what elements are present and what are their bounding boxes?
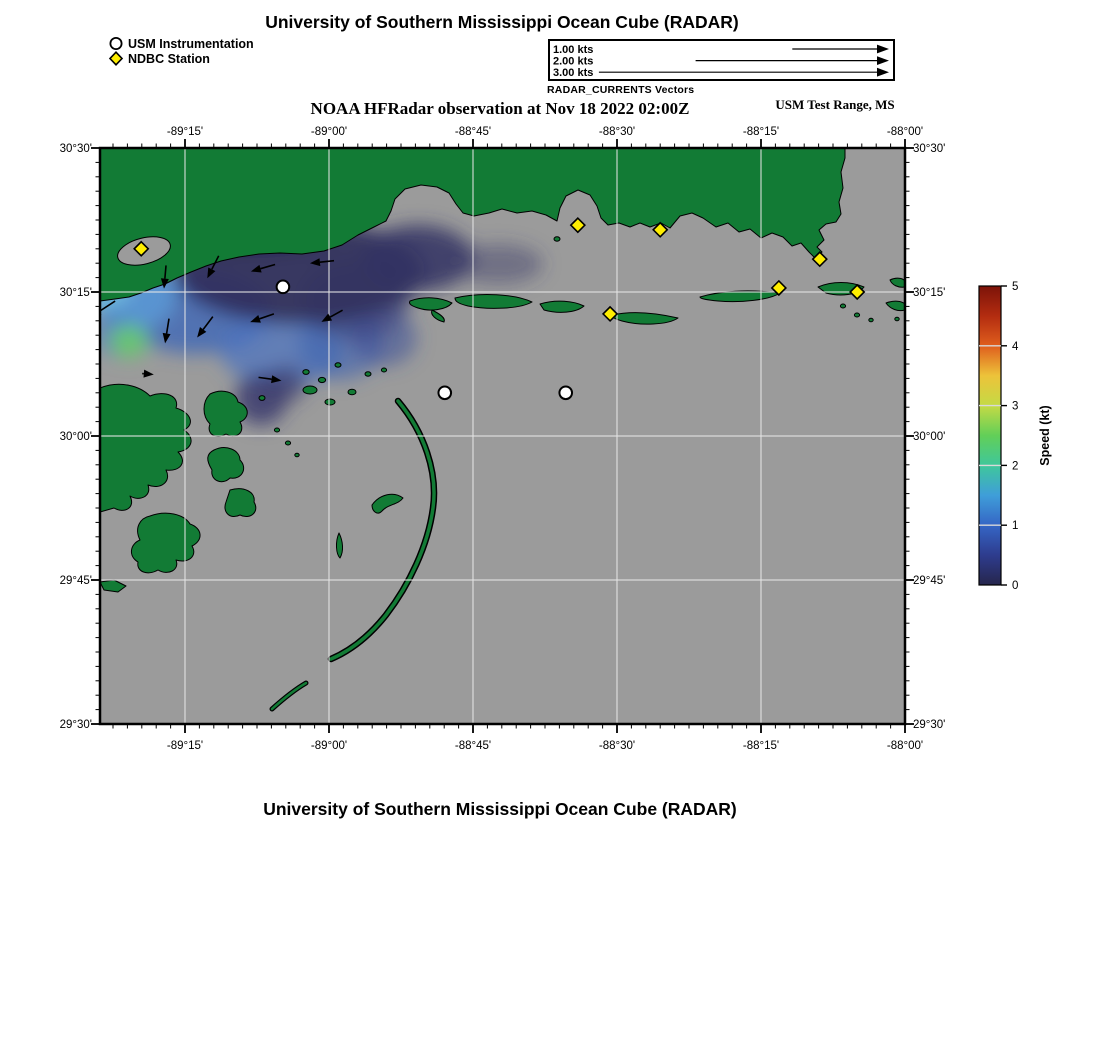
y-axis-label-right: 29°45' xyxy=(913,575,946,587)
x-axis-label-bottom: -88°15' xyxy=(742,740,780,752)
islet xyxy=(869,318,873,322)
islet xyxy=(285,441,290,445)
islet xyxy=(274,428,279,432)
colorbar-tick-label: 3 xyxy=(1012,400,1019,413)
islet xyxy=(318,377,325,382)
page-title: University of Southern Mississippi Ocean Cube (RADAR) xyxy=(265,12,739,32)
x-axis-label-top: -88°00' xyxy=(886,126,924,138)
y-axis-label-right: 30°30' xyxy=(913,143,946,155)
islet xyxy=(365,372,371,376)
speed-field-blob xyxy=(266,366,306,402)
region-label: USM Test Range, MS xyxy=(775,97,895,112)
x-axis-label-bottom: -89°00' xyxy=(310,740,348,752)
x-axis-label-bottom: -88°30' xyxy=(598,740,636,752)
x-axis-label-bottom: -88°45' xyxy=(454,740,492,752)
vector-scale-label: 3.00 kts xyxy=(553,67,594,79)
islet xyxy=(325,399,335,405)
colorbar-tick-label: 2 xyxy=(1012,460,1019,473)
x-axis-label-bottom: -88°00' xyxy=(886,740,924,752)
vector-scale-label: 2.00 kts xyxy=(553,55,594,68)
legend-label-ndbc: NDBC Station xyxy=(128,51,210,66)
marsh-islands xyxy=(225,489,256,517)
y-axis-label-right: 30°00' xyxy=(913,431,946,443)
islet xyxy=(895,317,899,321)
islet xyxy=(554,237,560,241)
islet xyxy=(335,363,341,367)
islet xyxy=(303,386,317,394)
islet xyxy=(381,368,386,372)
x-axis-label-bottom: -89°15' xyxy=(166,740,204,752)
y-axis-label-right: 29°30' xyxy=(913,719,946,731)
x-axis-label-top: -88°30' xyxy=(598,126,636,138)
speed-field-blob xyxy=(453,244,543,284)
footer-title: University of Southern Mississippi Ocean Cube (RADAR) xyxy=(263,799,737,819)
legend-label-usm: USM Instrumentation xyxy=(128,36,254,51)
colorbar-tick-label: 1 xyxy=(1012,520,1019,533)
y-axis-label-left: 30°30' xyxy=(59,143,92,155)
vector-scale-caption: RADAR_CURRENTS Vectors xyxy=(547,84,695,96)
colorbar-gradient xyxy=(979,286,1001,585)
islet xyxy=(259,396,265,401)
y-axis-label-right: 30°15' xyxy=(913,287,946,299)
usm-instrumentation-marker xyxy=(277,281,290,294)
islet xyxy=(303,370,309,375)
islet xyxy=(840,304,845,308)
vector-scale-label: 1.00 kts xyxy=(553,44,594,56)
speed-field-blob xyxy=(110,324,148,358)
usm-instrumentation-marker xyxy=(559,387,572,400)
y-axis-label-left: 29°45' xyxy=(59,575,92,587)
y-axis-label-left: 30°15' xyxy=(59,287,92,299)
y-axis-label-left: 29°30' xyxy=(59,719,92,731)
x-axis-label-top: -88°15' xyxy=(742,126,780,138)
x-axis-label-top: -89°15' xyxy=(166,126,204,138)
islet xyxy=(854,313,859,317)
colorbar-title: Speed (kt) xyxy=(1038,405,1052,466)
usm-instrumentation-marker xyxy=(438,387,451,400)
x-axis-label-top: -88°45' xyxy=(454,126,492,138)
observation-subtitle: NOAA HFRadar observation at Nov 18 2022 02:00Z xyxy=(310,99,690,118)
islet xyxy=(295,453,299,457)
colorbar-tick-label: 4 xyxy=(1012,340,1019,353)
y-axis-label-left: 30°00' xyxy=(59,431,92,443)
islet xyxy=(348,389,356,395)
x-axis-label-top: -89°00' xyxy=(310,126,348,138)
colorbar-tick-label: 0 xyxy=(1012,580,1019,592)
colorbar xyxy=(979,281,1052,592)
colorbar-tick-label: 5 xyxy=(1012,281,1019,293)
